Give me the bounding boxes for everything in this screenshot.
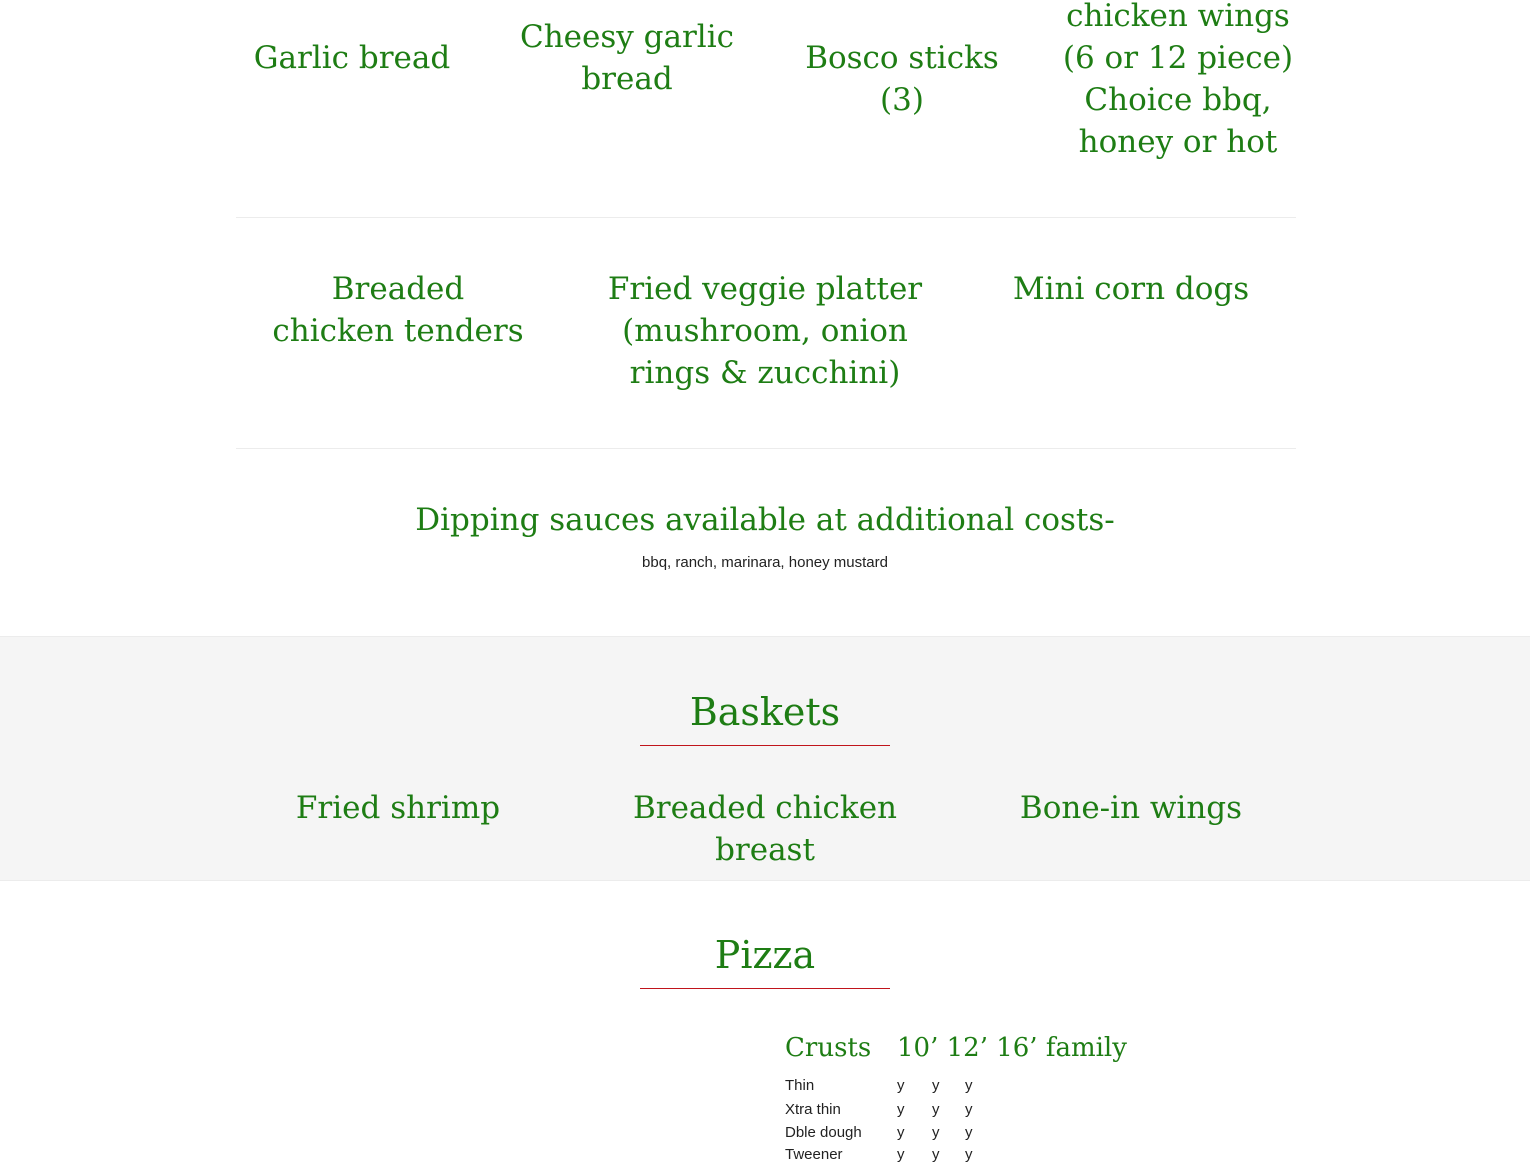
appetizer-breaded-chicken-tenders: Breaded chicken tenders bbox=[272, 271, 524, 349]
sizes-header: 10’ 12’ 16’ family bbox=[897, 1033, 1127, 1063]
row-divider bbox=[236, 448, 1296, 449]
crust-size-10: y bbox=[897, 1124, 905, 1141]
crust-size-16: y bbox=[965, 1124, 973, 1141]
crust-name: Dble dough bbox=[785, 1124, 862, 1141]
basket-bone-in-wings: Bone-in wings bbox=[1019, 790, 1243, 826]
appetizer-chicken-wings: chicken wings (6 or 12 piece) Choice bbq, honey or hot bbox=[1062, 0, 1294, 160]
appetizer-bosco-sticks: Bosco sticks (3) bbox=[805, 40, 999, 118]
appetizer-garlic-bread: Garlic bread bbox=[253, 40, 451, 76]
crust-size-12: y bbox=[932, 1146, 940, 1163]
crust-size-12: y bbox=[932, 1124, 940, 1141]
dipping-sauces-title: Dipping sauces available at additional costs- bbox=[415, 502, 1115, 538]
row-divider bbox=[236, 217, 1296, 218]
crusts-header: Crusts bbox=[785, 1033, 872, 1063]
crust-size-12: y bbox=[932, 1077, 940, 1094]
crust-name: Tweener bbox=[785, 1146, 843, 1163]
crust-size-10: y bbox=[897, 1077, 905, 1094]
crust-size-12: y bbox=[932, 1101, 940, 1118]
basket-fried-shrimp: Fried shrimp bbox=[295, 790, 501, 826]
appetizer-mini-corn-dogs: Mini corn dogs bbox=[1012, 271, 1250, 307]
pizza-title-underline bbox=[640, 988, 890, 989]
crust-size-16: y bbox=[965, 1101, 973, 1118]
baskets-title-underline bbox=[640, 745, 890, 746]
appetizer-fried-veggie-platter: Fried veggie platter (mushroom, onion rings & zucchini) bbox=[607, 271, 923, 391]
baskets-title: Baskets bbox=[689, 690, 841, 734]
crust-name: Thin bbox=[785, 1077, 815, 1094]
pizza-title: Pizza bbox=[714, 933, 816, 977]
basket-breaded-chicken-breast: Breaded chicken breast bbox=[632, 790, 897, 868]
crust-size-16: y bbox=[965, 1077, 973, 1094]
appetizer-cheesy-garlic-bread: Cheesy garlic bread bbox=[520, 19, 734, 97]
crust-size-10: y bbox=[897, 1146, 905, 1163]
crust-size-16: y bbox=[965, 1146, 973, 1163]
crust-size-10: y bbox=[897, 1101, 905, 1118]
crust-name: Xtra thin bbox=[785, 1101, 841, 1118]
dipping-sauces-list: bbq, ranch, marinara, honey mustard bbox=[642, 554, 888, 571]
